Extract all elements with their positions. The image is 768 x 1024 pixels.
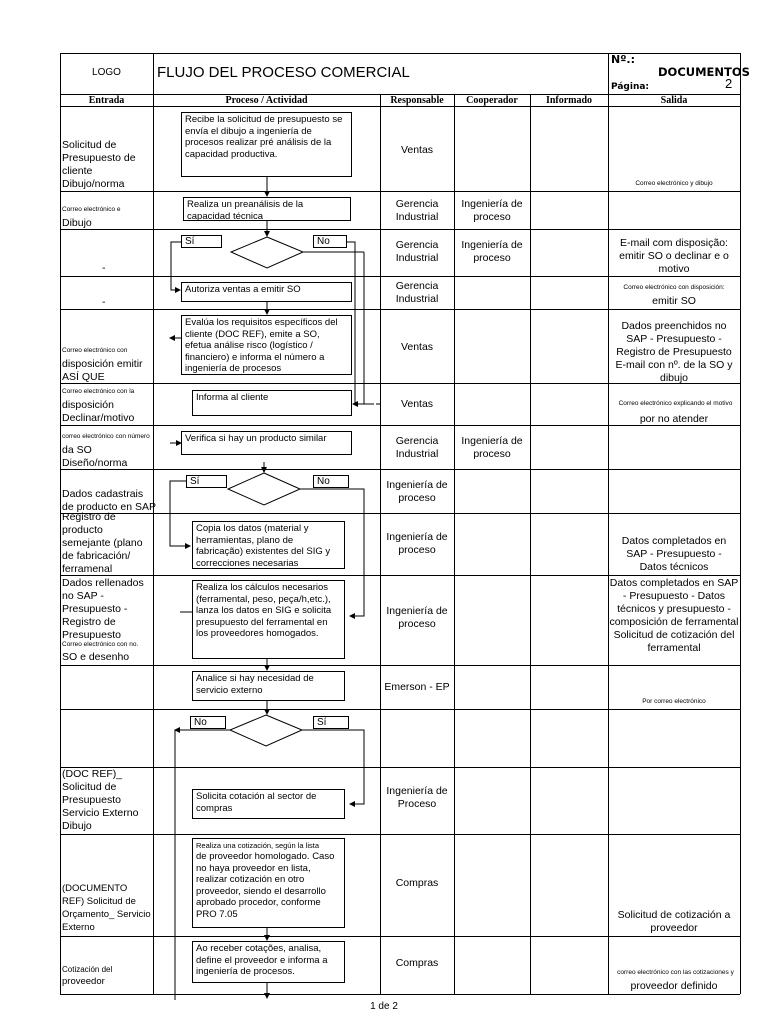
column-header-informado: Informado [545,95,593,106]
entrada-cell: Dibujo [62,217,92,229]
entrada-note: Correo electrónico con la [62,388,135,395]
process-box: Recibe la solicitud de presupuesto se envía el dibujo a ingeniería de procesos realizar pré análisis de la capacidad productiva. [181,112,352,177]
cooperador-cell: Ingeniería de proceso [461,435,523,460]
responsable-cell: Ingeniería de proceso [386,605,448,630]
process-box: Copia los datos (material y herramientas, plano de fabricação) existentes del SIG y correcciones necesarias [192,521,345,569]
entrada-cell: Dados cadastrais de producto en SAP [62,488,156,513]
entrada-note: Correo electrónico con [62,347,128,354]
responsable-cell: Ventas [400,144,434,156]
page-title: FLUJO DEL PROCESO COMERCIAL [157,64,410,81]
entrada-cell: (DOCUMENTO REF) Solicitud de Orçamento_ Servicio Externo [62,883,151,933]
decision-yes-label: Sí [186,475,227,488]
entrada-cell: Solicitud de Presupuesto de cliente Dibujo/norma [62,139,136,190]
decision-no-label: No [190,716,226,729]
salida-cell: Datos completados en SAP - Presupuesto - Datos técnicos [621,535,727,573]
entrada-cell: - [102,262,106,274]
process-box: Ao receber cotações, analisa, define el proveedor e informa a ingeniería de procesos. [192,941,345,983]
column-header-proceso: Proceso / Actividad [225,95,308,106]
salida-cell: Solicitud de cotización a proveedor [617,909,731,934]
decision-diamond [230,715,302,746]
salida-cell: proveedor definido [630,980,718,992]
process-box: Autoriza ventas a emitir SO [181,282,352,302]
decision-no-label: No [313,235,347,248]
salida-cell: Dados preenchidos no SAP - Presupuesto - Registro de Presupuesto E-mail con nº. de la SO y dibujo [615,320,733,384]
documents-label: DOCUMENTOS [658,65,750,79]
process-box-rest: de proveedor homologado. Caso no haya proveedor en lista, realizar cotización en otro proveedor, siendo el desarrollo aprobado procedor, conforme PRO 7.05 [196,851,335,920]
responsable-cell: Gerencia Industrial [395,239,439,264]
salida-note: Correo electrónico con disposición: [623,284,725,291]
responsable-cell: Ingeniería de Proceso [386,785,448,810]
responsable-cell: Emerson - EP [384,681,450,693]
salida-cell: E-mail com disposição: emitir SO o declinar e o motivo [619,237,729,275]
entrada-note: Correo electrónico con no. [62,641,139,648]
entrada-cell: Registro de producto semejante (plano de fabricación/ ferramenal [62,511,143,575]
salida-note: Por correo electrónico [642,698,706,705]
process-box: Verifica si hay un producto similar [181,431,352,455]
decision-diamond [228,473,300,505]
salida-note: correo electrónico con las cotizaciones y [617,969,734,976]
salida-note: Correo electrónico explicando el motivo [618,400,733,407]
page-number: 2 [725,76,733,91]
responsable-cell: Gerencia Industrial [395,435,439,460]
process-box: Analice si hay necesidad de servicio externo [192,671,345,701]
process-box-first-line: Realiza una cotización, según la lista [196,841,319,850]
entrada-cell: da SO Diseño/norma [62,444,128,469]
responsable-cell: Gerencia Industrial [395,198,439,223]
page-label: Página: [611,82,650,92]
responsable-cell: Ventas [400,398,434,410]
responsable-cell: Gerencia Industrial [395,280,439,305]
salida-note: Correo electrónico y dibujo [635,180,713,187]
document-number-label: Nº.: [611,53,635,66]
responsable-cell: Compras [395,957,439,969]
decision-diamond [231,237,303,268]
process-box: Solicita cotación al sector de compras [192,789,345,819]
decision-no-label: No [313,475,349,488]
salida-cell: emitir SO [652,295,696,307]
entrada-cell: disposición Declinar/motivo [62,399,135,424]
entrada-cell: Cotización del [62,965,113,974]
process-box: Realiza los cálculos necesarios (ferramental, peso, peça/h,etc.), lanza los datos en SIG e solicita presupuesto del ferramental en los proveedores homogados. [192,580,345,659]
decision-yes-label: Sí [313,716,349,729]
process-box: Realiza un preanálisis de la capacidad técnica [183,197,351,221]
process-box: Evalúa los requisitos específicos del cliente (DOC REF), emite a SO, efetua análise risco (logístico / financiero) e informa el número a ingeniería de procesos [181,315,352,375]
page-footer: 1 de 2 [370,1001,398,1012]
column-header-cooperador: Cooperador [466,95,518,106]
entrada-note: Correo electrónico e [62,206,121,213]
salida-cell: por no atender [639,413,709,425]
entrada-cell: - [102,296,106,308]
cooperador-cell: Ingeniería de proceso [461,239,523,264]
process-box: Informa al cliente [192,390,352,416]
logo: LOGO [92,67,121,78]
entrada-note: correo electrónico con número [62,433,150,440]
entrada-cell: proveedor [62,976,105,987]
entrada-cell: (DOC REF)_ Solicitud de Presupuesto Servicio Externo Dibujo [62,768,139,832]
responsable-cell: Compras [395,877,439,889]
column-header-entrada: Entrada [88,95,125,106]
entrada-cell: SO e desenho [62,651,130,663]
entrada-cell: disposición emitir ASÍ QUE [62,358,143,383]
responsable-cell: Ingeniería de proceso [386,531,448,556]
column-header-salida: Salida [660,95,688,106]
responsable-cell: Ventas [400,341,434,353]
salida-cell: Datos completados en SAP - Presupuesto - Datos técnicos y presupuesto - composición de ferramental Solicitud de cotización del ferramental [609,577,739,654]
decision-yes-label: Sí [181,235,222,248]
cooperador-cell: Ingeniería de proceso [461,198,523,223]
entrada-cell: Dados rellenados no SAP - Presupuesto - Registro de Presupuesto [62,577,144,641]
column-header-responsable: Responsable [390,95,444,106]
responsable-cell: Ingeniería de proceso [386,479,448,504]
